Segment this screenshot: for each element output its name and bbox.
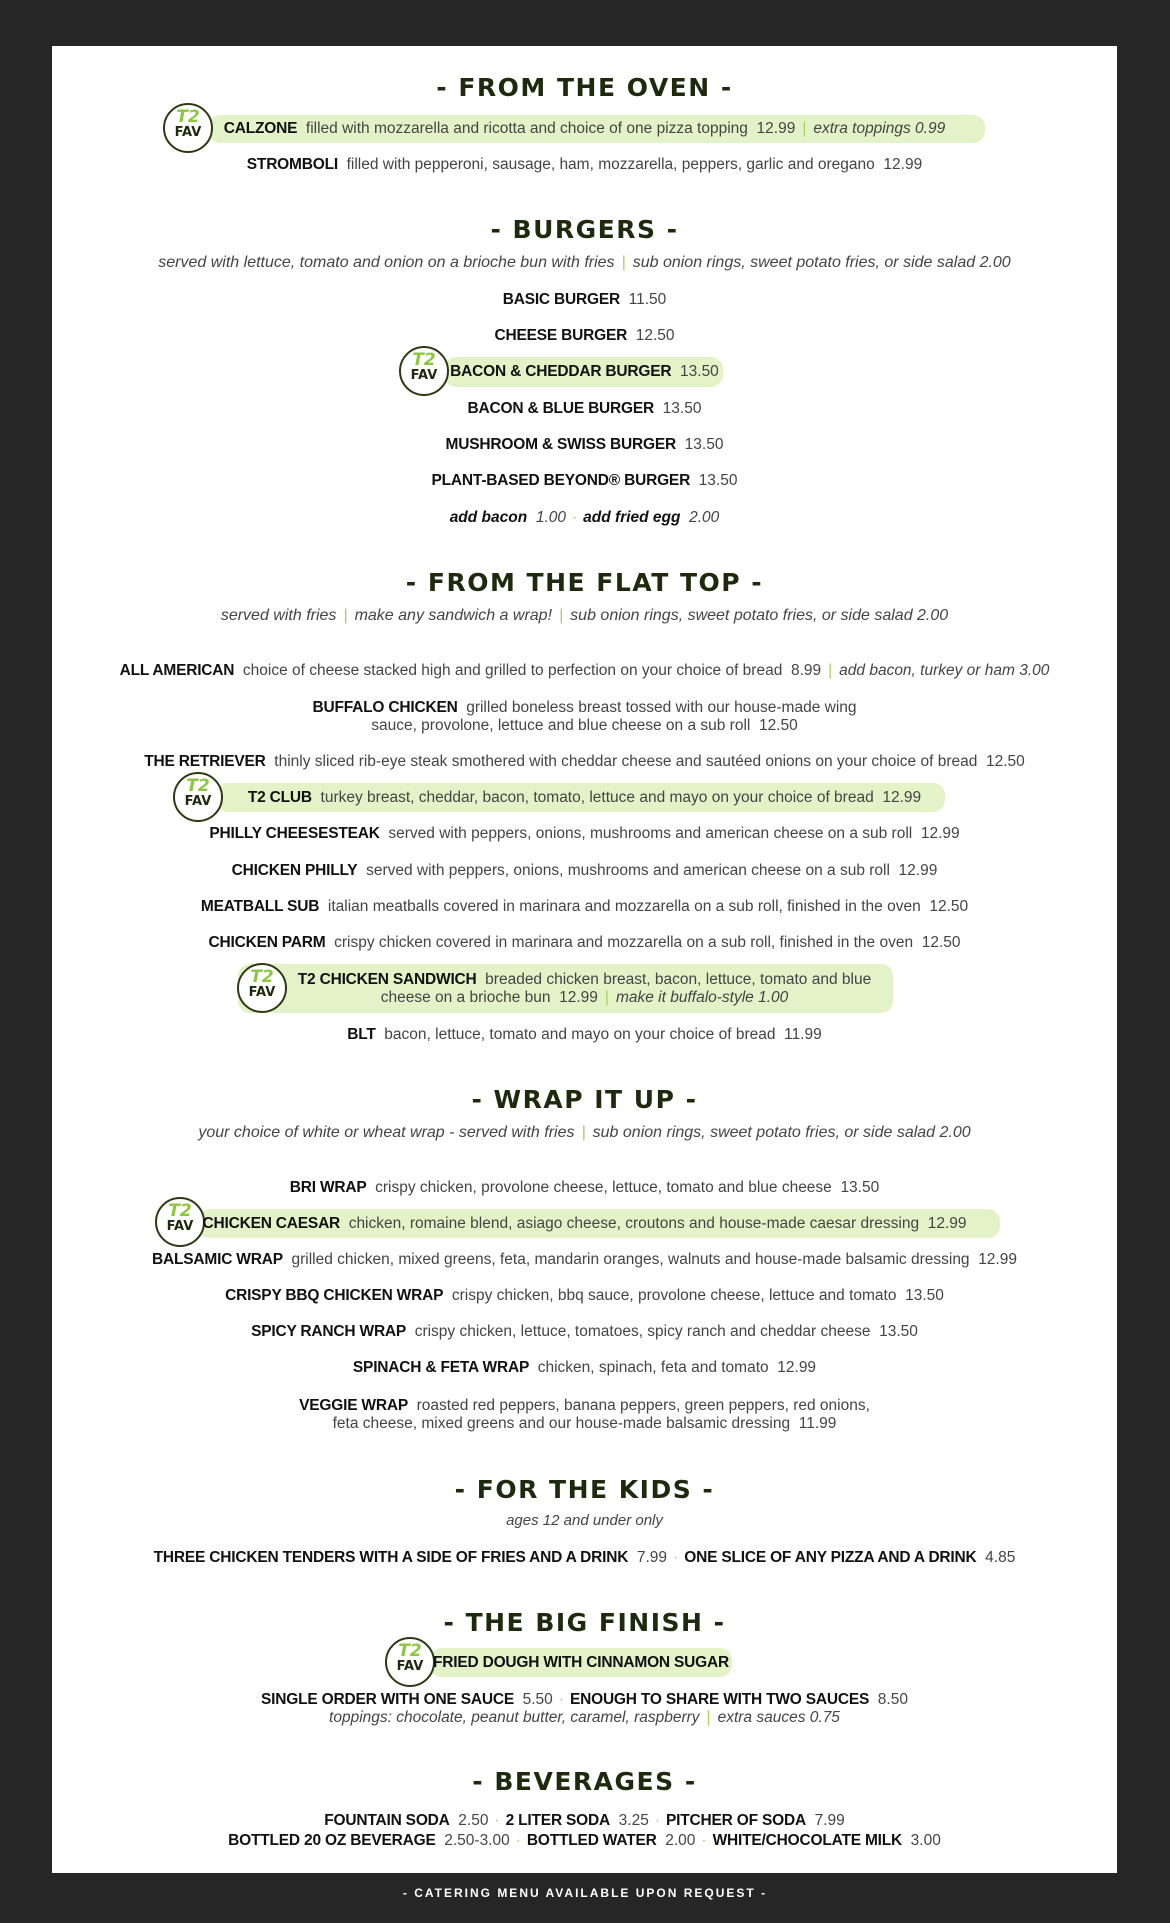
menu-item-chicken-caesar: CHICKEN CAESAR chicken, romaine blend, asiago cheese, croutons and house-made caesar dressing 12.99	[202, 1215, 967, 1232]
menu-item-crispy-bbq-wrap: CRISPY BBQ CHICKEN WRAP crispy chicken, bbq sauce, provolone cheese, lettuce and tomato 13.50	[225, 1287, 944, 1304]
menu-item-spicy-ranch-wrap: SPICY RANCH WRAP crispy chicken, lettuce, tomatoes, spicy ranch and cheddar cheese 13.50	[251, 1323, 918, 1340]
menu-item-basic-burger: BASIC BURGER 11.50	[502, 291, 667, 308]
menu-item-veggie-wrap: VEGGIE WRAP roasted red peppers, banana peppers, green peppers, red onions,	[299, 1397, 870, 1414]
menu-item-buffalo-chicken: BUFFALO CHICKEN grilled boneless breast tossed with our house-made wing	[312, 699, 857, 716]
menu-item-blt: BLT bacon, lettuce, tomato and mayo on your choice of bread 11.99	[347, 1026, 822, 1043]
menu-item-calzone: CALZONE filled with mozzarella and ricotta and choice of one pizza topping 12.99 | extra toppings 0.99	[223, 120, 946, 137]
catering-footer: - CATERING MENU AVAILABLE UPON REQUEST -	[402, 1886, 768, 1900]
section-title-burgers: - BURGERS -	[490, 215, 679, 244]
section-title-big-finish: - THE BIG FINISH -	[443, 1608, 726, 1637]
menu-item-bacon-blue-burger: BACON & BLUE BURGER 13.50	[467, 400, 702, 417]
wraps-subtitle: your choice of white or wheat wrap - served with fries | sub onion rings, sweet potato fries, or side salad 2.00	[198, 1124, 971, 1141]
kids-items: THREE CHICKEN TENDERS WITH A SIDE OF FRIES AND A DRINK 7.99 · ONE SLICE OF ANY PIZZA AND A DRINK 4.85	[153, 1549, 1016, 1566]
menu-item-plant-based-burger: PLANT-BASED BEYOND® BURGER 13.50	[431, 472, 738, 489]
t2-fav-icon: T2 FAV	[173, 772, 223, 822]
menu-item-t2-chicken-sandwich: T2 CHICKEN SANDWICH breaded chicken breast, bacon, lettuce, tomato and blue	[297, 971, 872, 988]
beverages-row-1: FOUNTAIN SODA 2.50 · 2 LITER SODA 3.25 · PITCHER OF SODA 7.99	[324, 1812, 845, 1829]
t2-fav-icon: T2 FAV	[155, 1197, 205, 1247]
menu-item-stromboli: STROMBOLI filled with pepperoni, sausage, ham, mozzarella, peppers, garlic and oregano 12.99	[246, 156, 923, 173]
section-title-oven: - FROM THE OVEN -	[436, 73, 733, 102]
kids-subtitle: ages 12 and under only	[506, 1512, 663, 1529]
menu-page	[52, 46, 1117, 1873]
flat-top-subtitle: served with fries | make any sandwich a wrap! | sub onion rings, sweet potato fries, or side salad 2.00	[220, 607, 949, 624]
menu-item-t2-chicken-sandwich-line2: cheese on a brioche bun 12.99 | make it buffalo-style 1.00	[380, 989, 789, 1006]
section-title-kids: - FOR THE KIDS -	[454, 1475, 715, 1504]
menu-item-chicken-philly: CHICKEN PHILLY served with peppers, onions, mushrooms and american cheese on a sub roll 12.99	[231, 862, 938, 879]
menu-item-t2-club: T2 CLUB turkey breast, cheddar, bacon, tomato, lettuce and mayo on your choice of bread 12.99	[247, 789, 922, 806]
t2-fav-icon: T2 FAV	[163, 103, 213, 153]
menu-item-chicken-parm: CHICKEN PARM crispy chicken covered in marinara and mozzarella on a sub roll, finished in the oven 12.50	[208, 934, 961, 951]
menu-item-veggie-wrap-line2: feta cheese, mixed greens and our house-made balsamic dressing 11.99	[332, 1415, 837, 1432]
menu-item-cheese-burger: CHEESE BURGER 12.50	[494, 327, 675, 344]
section-title-beverages: - BEVERAGES -	[472, 1767, 697, 1796]
t2-fav-icon: T2 FAV	[399, 346, 449, 396]
section-title-wraps: - WRAP IT UP -	[471, 1085, 698, 1114]
menu-item-bacon-cheddar-burger: BACON & CHEDDAR BURGER 13.50	[450, 363, 719, 380]
menu-item-mushroom-swiss-burger: MUSHROOM & SWISS BURGER 13.50	[445, 436, 724, 453]
fried-dough-options: SINGLE ORDER WITH ONE SAUCE 5.50 · ENOUGH TO SHARE WITH TWO SAUCES 8.50	[261, 1691, 908, 1708]
menu-item-buffalo-chicken-line2: sauce, provolone, lettuce and blue cheese on a sub roll 12.50	[371, 717, 798, 734]
menu-item-bri-wrap: BRI WRAP crispy chicken, provolone cheese, lettuce, tomato and blue cheese 13.50	[289, 1179, 880, 1196]
section-title-flat-top: - FROM THE FLAT TOP -	[405, 568, 764, 597]
menu-item-meatball-sub: MEATBALL SUB italian meatballs covered in marinara and mozzarella on a sub roll, finished in the oven 12.50	[200, 898, 969, 915]
menu-item-philly-cheesesteak: PHILLY CHEESESTEAK served with peppers, onions, mushrooms and american cheese on a sub roll 12.99	[209, 825, 960, 842]
burger-addons: add bacon 1.00 · add fried egg 2.00	[449, 509, 720, 526]
t2-fav-icon: T2 FAV	[237, 963, 287, 1013]
menu-item-spinach-feta-wrap: SPINACH & FETA WRAP chicken, spinach, feta and tomato 12.99	[352, 1359, 817, 1376]
burgers-subtitle: served with lettuce, tomato and onion on a brioche bun with fries | sub onion rings, sweet potato fries, or side salad 2.00	[158, 254, 1011, 271]
t2-fav-icon: T2 FAV	[385, 1637, 435, 1687]
menu-item-fried-dough: FRIED DOUGH WITH CINNAMON SUGAR	[432, 1654, 730, 1671]
fried-dough-toppings: toppings: chocolate, peanut butter, caramel, raspberry | extra sauces 0.75	[329, 1709, 840, 1726]
menu-item-all-american: ALL AMERICAN choice of cheese stacked high and grilled to perfection on your choice of bread 8.99 | add bacon, turkey or ham 3.00	[119, 662, 1050, 679]
menu-item-balsamic-wrap: BALSAMIC WRAP grilled chicken, mixed greens, feta, mandarin oranges, walnuts and house-made balsamic dressing 12.99	[152, 1251, 1017, 1268]
beverages-row-2: BOTTLED 20 OZ BEVERAGE 2.50-3.00 · BOTTLED WATER 2.00 · WHITE/CHOCOLATE MILK 3.00	[228, 1832, 941, 1849]
menu-item-the-retriever: THE RETRIEVER thinly sliced rib-eye steak smothered with cheddar cheese and sautéed onions on your choice of bread 12.50	[144, 753, 1025, 770]
